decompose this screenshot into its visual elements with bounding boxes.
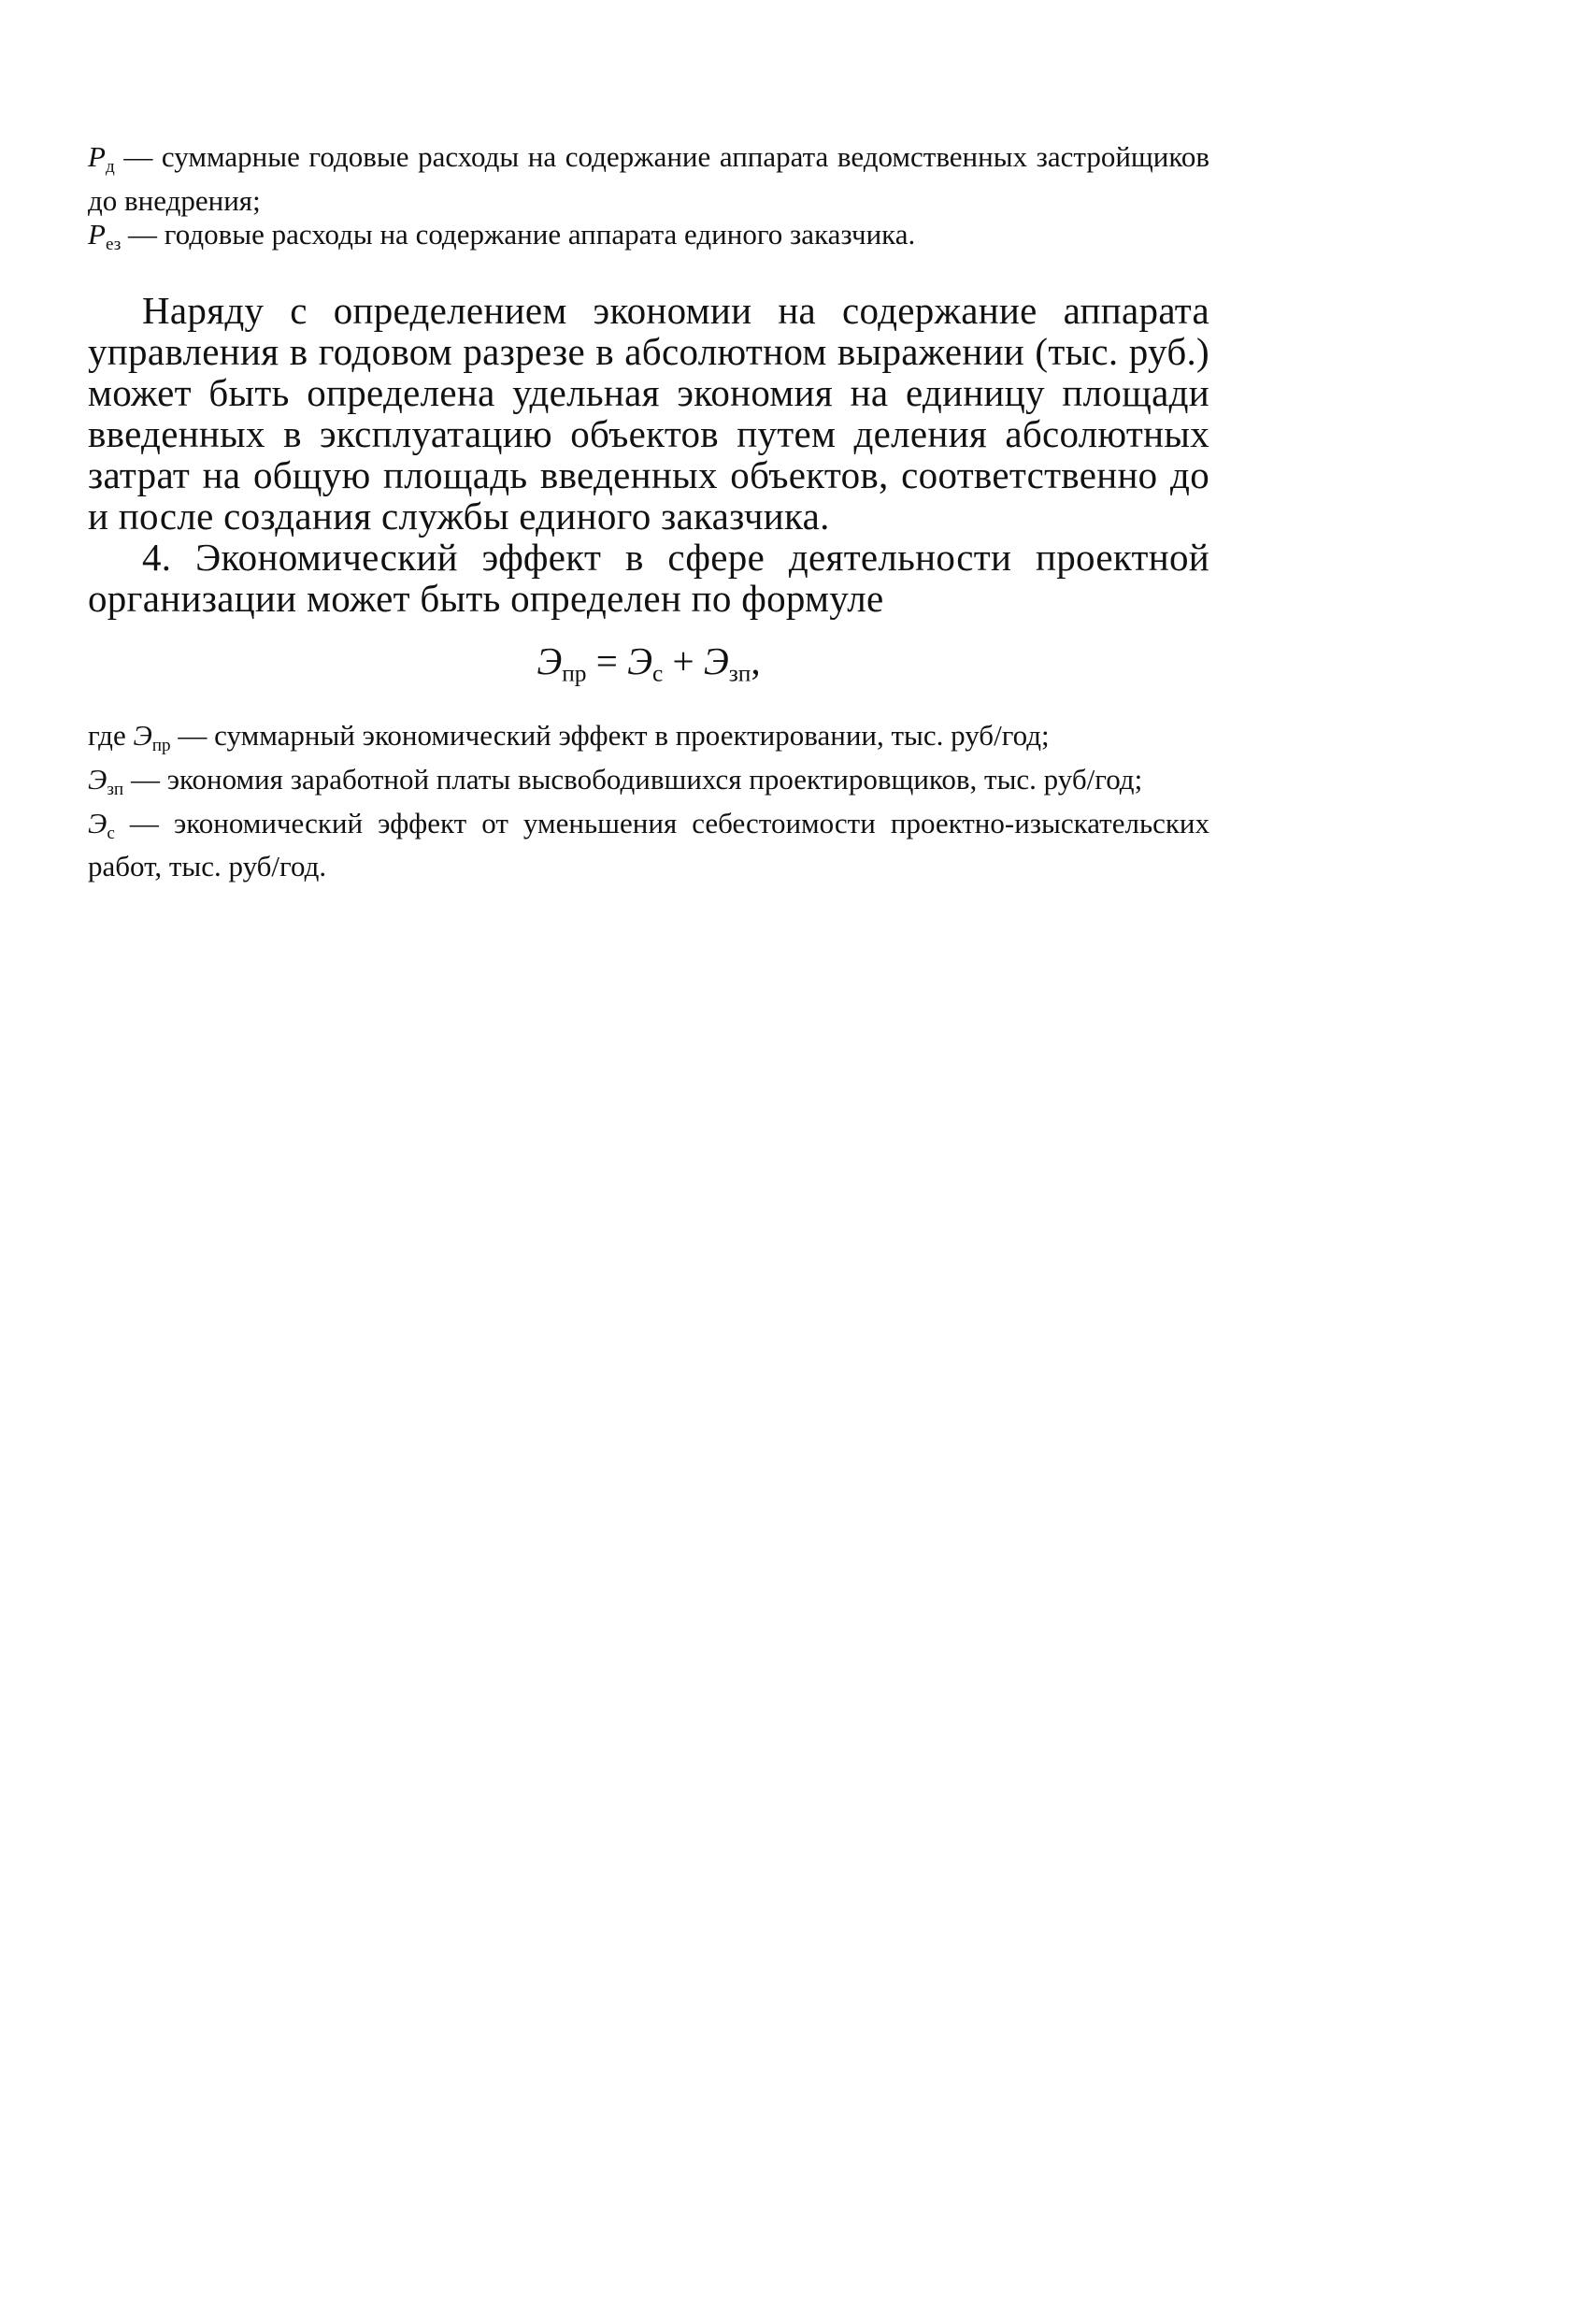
paragraph-design-effect: 4. Экономический эффект в сфере деятельности проектной организации может быть определен по формуле (88, 535, 1209, 620)
dash: — (114, 140, 153, 173)
dash: — (114, 806, 159, 839)
dash: — (170, 719, 207, 753)
formula-plus: + (663, 638, 704, 682)
definition-text: экономический эффект от уменьшения себестоимости проектно-изыскательских работ, тыс. руб/год. (88, 806, 1209, 883)
formula-comma: , (751, 638, 761, 682)
symbol-subscript: ез (105, 234, 122, 254)
definition-pez (88, 218, 1209, 262)
symbol: Э (88, 806, 107, 839)
definition-pd (88, 140, 1209, 218)
symbol-subscript: зп (107, 779, 124, 799)
formula-term1: Э (627, 638, 652, 682)
dash: — (123, 762, 160, 796)
definition-text: годовые расходы на содержание аппарата единого заказчика. (157, 217, 916, 251)
formula-equals: = (586, 638, 628, 682)
symbol-subscript: пр (151, 735, 171, 755)
definition-ec (88, 807, 1209, 884)
formula-lhs-subscript: пр (562, 660, 587, 687)
symbol: P (88, 140, 106, 173)
formula-term2: Э (703, 638, 729, 682)
definition-epr (88, 719, 1209, 763)
definition-ezp (88, 763, 1209, 807)
symbol: Э (88, 762, 107, 796)
top-definitions (88, 140, 1209, 262)
formula-term1-subscript: с (652, 660, 664, 687)
definition-text: суммарный экономический эффект в проектировании, тыс. руб/год; (207, 719, 1050, 753)
formula (88, 636, 1209, 699)
where-definitions (88, 719, 1209, 883)
symbol: P (88, 217, 106, 251)
dash: — (121, 217, 158, 251)
formula-lhs: Э (537, 638, 563, 682)
definition-text: суммарные годовые расходы на содержание аппарата ведомственных застройщиков до внедрения; (88, 140, 1209, 217)
document-page (88, 140, 1209, 883)
symbol: Э (133, 719, 152, 753)
symbol-subscript: с (107, 823, 115, 843)
definition-text: экономия заработной платы высвободившихся проектировщиков, тыс. руб/год; (159, 762, 1143, 796)
where-prefix: где (88, 719, 134, 753)
paragraph-economy: Наряду с определением экономии на содержание аппарата управления в годовом разрезе в абсолютном выражении (тыс. руб.) может быть определена удельная экономия на единицу площади введенных в эксплуатацию объектов путем деления абсолютных затрат на общую площадь введенных объектов, соответственно до и после создания службы единого заказчика. (88, 288, 1209, 538)
formula-term2-subscript: зп (728, 660, 751, 687)
symbol-subscript: д (105, 156, 115, 177)
